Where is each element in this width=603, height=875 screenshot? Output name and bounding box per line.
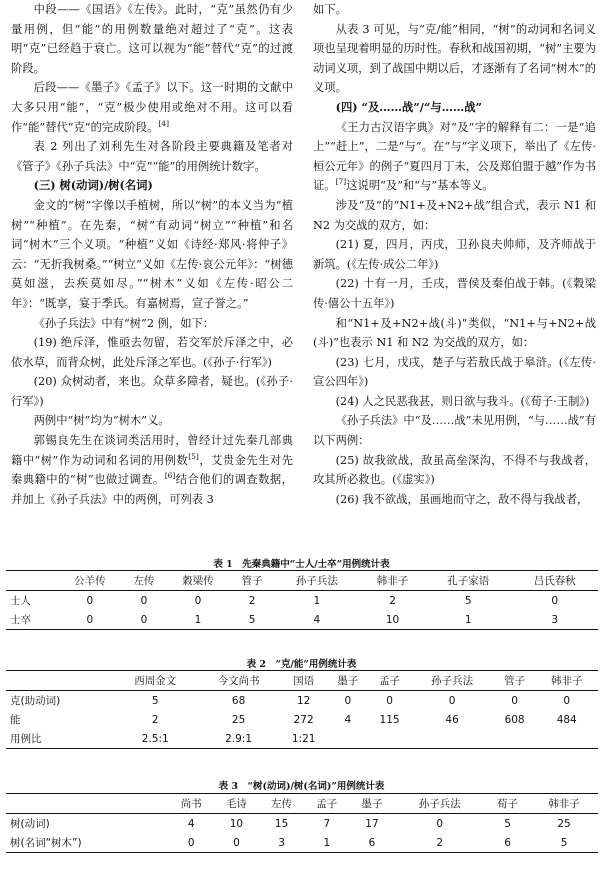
table-cell: 5 xyxy=(530,833,598,853)
table-cell: 0 xyxy=(122,610,165,630)
paragraph: (22) 十有一月，壬戌，晋侯及秦伯战于韩。(《穀梁传·僖公十五年》) xyxy=(313,277,596,310)
table-header-cell: 韩非子 xyxy=(360,571,425,591)
paragraph: (21) 夏，四月，丙戌，卫孙良夫帅师，及齐师战于新筑。(《左传·成公二年》) xyxy=(313,238,596,271)
table-cell: 0 xyxy=(511,694,518,707)
left-column xyxy=(11,0,293,509)
table-cell: 68 xyxy=(231,694,246,707)
table-cell: 0 xyxy=(563,694,571,707)
table-row xyxy=(6,610,598,630)
table-cell: 5 xyxy=(464,594,472,607)
paragraph: 《孙子兵法》中“及……战”未见用例，“与……战”有以下两例： xyxy=(313,414,596,448)
table-cell: 2 xyxy=(389,594,396,607)
section-heading: (四) “及……战”/“与……战” xyxy=(335,99,483,114)
table-cell: 3 xyxy=(259,833,304,853)
table-header-cell: 墨子 xyxy=(349,794,394,814)
table-cell: 4 xyxy=(274,610,360,630)
paragraph: 和“N1+及+N2+战(斗)”类似，“N1+与+N2+战(斗)”也表示 N1 和 N2 为交战的双方，如： xyxy=(313,316,596,350)
paragraph: 金文的“树”字像以手植树，所以“树”的本义当为“植树”“种植”。在先秦，“树”有动词“树立”“种植”和名词“树木”三个义项。“种植”义如《诗经·郑风·将仲子》云：“无折我树桑。”“树立”义如《左传·哀公元年》：“树德莫如滋，去疾莫如尽。”“树木”义如《左传·昭公二年》：“既享，宴于季氏。有嘉树焉，宣子誉之。” xyxy=(11,198,293,310)
citation-ref: [6] xyxy=(164,471,176,481)
table-cell: 2.5:1 xyxy=(114,729,197,749)
table-header-cell: 公羊传 xyxy=(57,571,122,591)
citation-ref: [4] xyxy=(158,118,169,128)
table-cell: 0 xyxy=(448,694,456,707)
paragraph: 《孙子兵法》中有“树”2 例，如下： xyxy=(33,316,215,330)
table-cell: 2 xyxy=(151,713,159,726)
table-cell: 15 xyxy=(274,817,289,830)
table-cell: 0 xyxy=(140,594,148,607)
table-header-cell: 今文尚书 xyxy=(197,671,280,691)
table-header-cell xyxy=(6,794,169,814)
paragraph: 表 2 列出了刘利先生对各阶段主要典籍及笔者对《管子》《孙子兵法》中“克”“能”的用例统计数字。 xyxy=(11,140,293,173)
table-cell xyxy=(535,729,598,749)
table-cell: 25 xyxy=(557,817,571,830)
paragraph: 后段——《墨子》《孟子》以下。这一时期的文献中大多只用“能”，“克”极少使用或绝对不用。这可以看作“能”替代“克”的完成阶段。[4] xyxy=(11,81,293,134)
table-header-cell: 西周金文 xyxy=(114,671,197,691)
table-cell: 1 xyxy=(304,833,349,853)
paragraph: (26) 我不欲战，虽画地而守之，敌不得与我战者， xyxy=(335,492,589,506)
table-header-cell: 尚书 xyxy=(169,794,214,814)
table-cell: 克(助动词) xyxy=(10,695,61,707)
table-header-cell xyxy=(6,671,114,691)
table-header-cell: 管子 xyxy=(230,571,273,591)
table-cell: 0 xyxy=(194,594,202,607)
table-header-cell: 孙子兵法 xyxy=(410,671,493,691)
table-cell: 能 xyxy=(10,714,21,726)
paragraph: 如下。 xyxy=(313,3,347,16)
table-cell: 1 xyxy=(166,610,231,630)
table1 xyxy=(6,570,598,630)
table-header-cell: 韩非子 xyxy=(530,794,598,814)
table-cell xyxy=(410,729,493,749)
table-cell: 0 xyxy=(214,833,259,853)
paragraph: (19) 绝斥泽，惟亟去勿留，若交军於斥泽之中，必依水草，而背众树，此处斥泽之军也。(《孙子·行军》) xyxy=(11,336,293,369)
table-cell: 0 xyxy=(386,694,393,707)
section-heading: (三) 树(动词)/树(名词) xyxy=(33,178,153,193)
table-cell: 484 xyxy=(556,713,577,726)
citation-ref: [7] xyxy=(335,177,347,187)
table-cell: 115 xyxy=(379,713,400,726)
table-header-cell: 韩非子 xyxy=(535,671,598,691)
table-cell: 5 xyxy=(151,694,159,707)
table-cell: 6 xyxy=(349,833,394,853)
paragraph: 从表 3 可见，与“克/能”相同，“树”的动词和名词义项也呈现着明显的历时性。春秋和战国初期，“树”主要为动词义项，到了战国中期以后，才逐渐有了名词“树木”的义项。 xyxy=(313,22,596,95)
table-cell: 2.9:1 xyxy=(197,729,280,749)
table-cell xyxy=(369,729,411,749)
table-cell: 46 xyxy=(445,713,459,726)
table-cell: 0 xyxy=(551,594,559,607)
paragraph: (25) 故我欲战，敌虽高垒深沟，不得不与我战者，攻其所必救也。(《虚实》) xyxy=(313,453,596,487)
table-cell: 4 xyxy=(187,817,195,830)
table-cell: 0 xyxy=(344,694,352,707)
table-cell: 树(名词“树木”) xyxy=(6,833,169,853)
table-row xyxy=(6,814,598,834)
table-cell: 25 xyxy=(231,713,246,726)
table-cell: 6 xyxy=(485,833,530,853)
table3 xyxy=(6,793,598,853)
table-cell: 12 xyxy=(296,694,311,707)
table-cell: 7 xyxy=(323,817,331,830)
citation-ref: [5] xyxy=(188,451,199,461)
table-header-cell: 墨子 xyxy=(327,671,369,691)
table-cell: 树(动词) xyxy=(10,818,50,830)
table-cell: 10 xyxy=(360,610,425,630)
table-cell: 士卒 xyxy=(6,610,57,630)
paragraph: (24) 人之民恶我甚，则日欲与我斗。(《荀子·王制》) xyxy=(335,394,590,408)
table-cell: 0 xyxy=(86,594,94,607)
table-cell: 1 xyxy=(313,594,321,607)
table-cell: 5 xyxy=(230,610,273,630)
paragraph: 两例中“树”均为“树木”义。 xyxy=(33,414,170,428)
table-row xyxy=(6,729,598,749)
table-cell: 5 xyxy=(504,817,511,830)
table-cell: 608 xyxy=(504,713,525,726)
table2-caption: 表 2 “克/能”用例统计表 xyxy=(246,659,357,670)
table-cell: 士人 xyxy=(10,595,31,607)
table-cell: 3 xyxy=(511,610,598,630)
paragraph: (20) 众树动者，来也。众草多障者，疑也。(《孙子·行军》) xyxy=(11,375,293,408)
table-header-cell: 左传 xyxy=(122,571,165,591)
table-row xyxy=(6,710,598,729)
table-cell: 0 xyxy=(57,610,122,630)
table-header-cell: 孙子兵法 xyxy=(395,794,485,814)
table-header-cell xyxy=(6,571,57,591)
table3-caption: 表 3 “树(动词)/树(名词)”用例统计表 xyxy=(218,781,385,792)
table-cell: 2 xyxy=(395,833,485,853)
table-cell: 10 xyxy=(229,817,244,830)
table-cell: 17 xyxy=(365,817,379,830)
table-header-cell: 荀子 xyxy=(485,794,530,814)
table-cell: 0 xyxy=(436,817,444,830)
paragraph: 中段——《国语》《左传》。此时，“克”虽然仍有少量用例，但“能”的用例数量绝对超过了“克”。这表明“克”已经趋于衰亡。这可以视为“能”替代“克”的过渡阶段。 xyxy=(11,3,293,75)
table-cell: 用例比 xyxy=(6,729,114,749)
table1-caption: 表 1 先秦典籍中“士人/士卒”用例统计表 xyxy=(213,559,390,570)
table-row xyxy=(6,591,598,611)
table-header-cell: 毛诗 xyxy=(214,794,259,814)
paragraph: 郭锡良先生在谈词类活用时，曾经计过先秦几部典籍中“树”作为动词和名词的用例数[5]，艾贵金先生对先秦典籍中的“树”也做过调查。[6]结合他们的调查数据，并加上《孙子兵法》中的两例，可列表 3 xyxy=(11,434,293,506)
table-cell: 272 xyxy=(293,713,314,726)
table-header-cell: 管子 xyxy=(494,671,536,691)
paragraph: (23) 七月，戊戌，楚子与若敖氏战于皋浒。(《左传·宣公四年》) xyxy=(313,355,596,389)
table-header-cell: 孟子 xyxy=(369,671,411,691)
table-cell: 1 xyxy=(425,610,511,630)
paragraph: 《王力古汉语字典》对“及”字的解释有二：一是“追上”“赶上”，二是“与”。在“与”字义项下，举出了《左传·桓公元年》的例子“夏四月丁未，公及郑伯盟于越”作为书证。[7]这说明“及”和“与”基本等义。 xyxy=(313,120,596,193)
table-header-cell: 孟子 xyxy=(304,794,349,814)
table-header-cell: 穀梁传 xyxy=(166,571,231,591)
table-cell: 4 xyxy=(344,713,352,726)
table-header-cell: 国语 xyxy=(280,671,327,691)
table2 xyxy=(6,670,598,749)
table-row xyxy=(6,833,598,853)
table-header-cell: 吕氏春秋 xyxy=(511,571,598,591)
table-header-cell: 孔子家语 xyxy=(425,571,511,591)
table-header-cell: 左传 xyxy=(259,794,304,814)
table-cell: 2 xyxy=(248,594,256,607)
table-cell xyxy=(327,729,369,749)
table-row xyxy=(6,691,598,711)
paragraph: 涉及“及”的“N1+及+N2+战”组合式，表示 N1 和 N2 为交战的双方，如： xyxy=(313,198,596,232)
table-header-cell: 孙子兵法 xyxy=(274,571,360,591)
table-cell xyxy=(494,729,536,749)
right-column xyxy=(313,0,596,509)
table-cell: 0 xyxy=(169,833,214,853)
table-cell: 1:21 xyxy=(280,729,327,749)
